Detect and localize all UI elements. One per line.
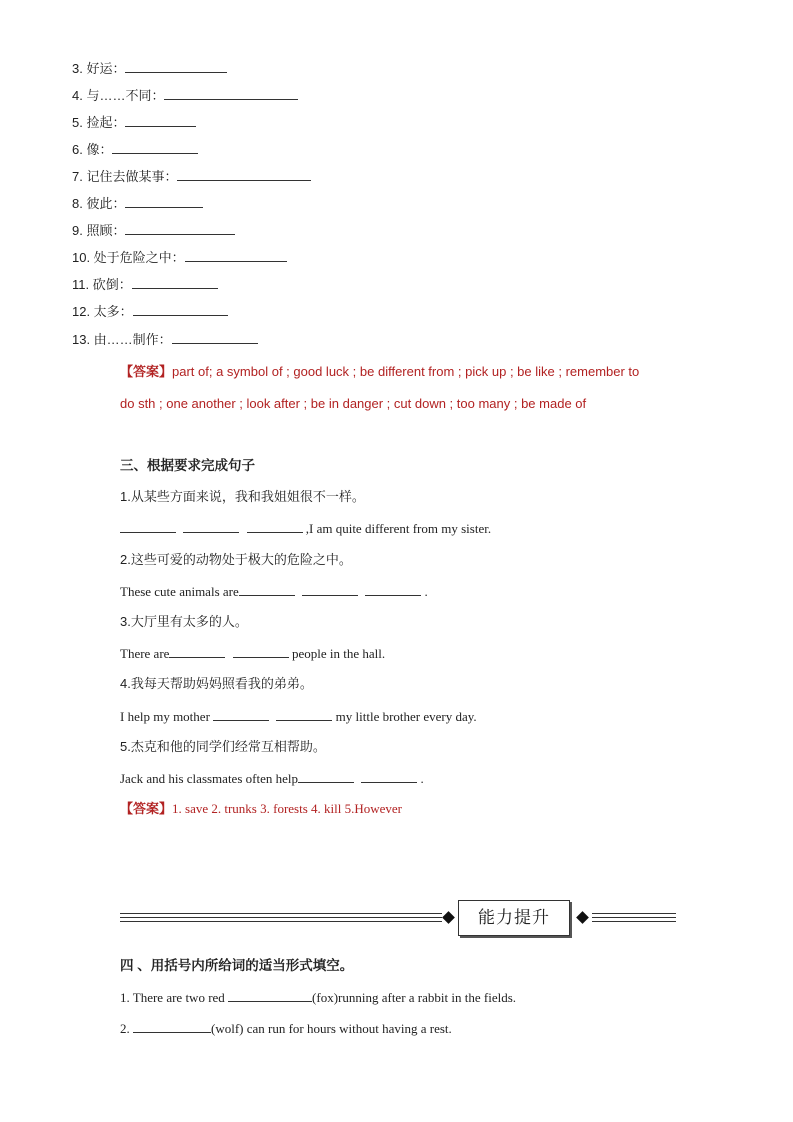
vocab-item: 8. 彼此： xyxy=(72,195,203,212)
answer-line xyxy=(120,801,402,817)
banner-rule xyxy=(592,917,676,918)
answer-blank[interactable] xyxy=(133,303,228,316)
question-cn: 5.杰克和他的同学们经常互相帮助。 xyxy=(120,739,326,754)
answer-blank[interactable] xyxy=(133,1020,211,1033)
banner-rule xyxy=(120,917,442,918)
vocab-item: 7. 记住去做某事： xyxy=(72,168,311,185)
banner-rule xyxy=(120,921,442,922)
vocab-item: 10. 处于危险之中： xyxy=(72,249,287,266)
answer-blank[interactable] xyxy=(302,583,358,596)
question-cn: 4.我每天帮助妈妈照看我的弟弟。 xyxy=(120,676,313,691)
question-en: 2. (wolf) can run for hours without having a rest. xyxy=(120,1021,452,1036)
vocab-item: 9. 照顾： xyxy=(72,222,235,239)
answer-blank[interactable] xyxy=(228,989,312,1002)
vocab-item: 3. 好运： xyxy=(72,60,227,77)
section-heading: 三、根据要求完成句子 xyxy=(120,458,255,473)
question-cn: 2.这些可爱的动物处于极大的危险之中。 xyxy=(120,552,352,567)
answer-line xyxy=(120,364,639,380)
question-en: ,I am quite different from my sister. xyxy=(120,520,491,537)
answer-text: do sth ; one another ; look after ; be in danger ; cut down ; too many ; be made of xyxy=(120,396,587,411)
banner-rule xyxy=(592,921,676,922)
answer-blank[interactable] xyxy=(112,141,198,154)
answer-blank[interactable] xyxy=(125,222,235,235)
answer-blank[interactable] xyxy=(361,770,417,783)
answer-blank[interactable] xyxy=(213,708,269,721)
banner-rule xyxy=(120,913,442,914)
answer-blank[interactable] xyxy=(239,583,295,596)
answer-blank[interactable] xyxy=(125,195,203,208)
answer-blank[interactable] xyxy=(233,645,289,658)
question-cn: 1.从某些方面来说，我和我姐姐很不一样。 xyxy=(120,489,365,504)
answer-blank[interactable] xyxy=(183,520,239,533)
answer-blank[interactable] xyxy=(177,168,311,181)
vocab-item: 6. 像： xyxy=(72,141,198,158)
answer-label: 【答案】 xyxy=(120,364,173,379)
banner-title: 能力提升 xyxy=(458,900,570,936)
answer-line xyxy=(120,396,586,412)
answer-blank[interactable] xyxy=(125,60,227,73)
answer-label: 【答案】 xyxy=(120,801,173,816)
question-en: There are people in the hall. xyxy=(120,646,386,661)
question-en: Jack and his classmates often help . xyxy=(120,771,424,786)
answer-blank[interactable] xyxy=(247,520,303,533)
answer-blank[interactable] xyxy=(276,708,332,721)
vocab-item: 12. 太多： xyxy=(72,303,228,320)
answer-blank[interactable] xyxy=(185,249,287,262)
question-en: I help my mother my little brother every day. xyxy=(120,709,477,724)
vocab-item: 5. 捡起： xyxy=(72,114,196,131)
vocab-item: 13. 由……制作： xyxy=(72,331,258,348)
answer-blank[interactable] xyxy=(365,583,421,596)
answer-blank[interactable] xyxy=(120,520,176,533)
vocab-item: 11. 砍倒： xyxy=(72,276,218,293)
answer-text: 1. save 2. trunks 3. forests 4. kill 5.However xyxy=(172,801,403,816)
banner-rule xyxy=(592,913,676,914)
question-cn: 3.大厅里有太多的人。 xyxy=(120,614,248,629)
vocab-item: 4. 与……不同： xyxy=(72,87,298,104)
section-heading: 四 、用括号内所给词的适当形式填空。 xyxy=(120,958,354,973)
answer-blank[interactable] xyxy=(169,645,225,658)
answer-blank[interactable] xyxy=(164,87,298,100)
answer-blank[interactable] xyxy=(132,276,218,289)
answer-blank[interactable] xyxy=(172,331,258,344)
question-en: These cute animals are . xyxy=(120,584,428,599)
question-en: 1. There are two red (fox)running after a rabbit in the fields. xyxy=(120,990,517,1005)
section-banner xyxy=(120,898,676,938)
answer-blank[interactable] xyxy=(298,770,354,783)
answer-blank[interactable] xyxy=(125,114,196,127)
answer-text: part of; a symbol of ; good luck ; be different from ; pick up ; be like ; remember to xyxy=(172,364,640,379)
diamond-icon xyxy=(576,911,589,924)
diamond-icon xyxy=(442,911,455,924)
